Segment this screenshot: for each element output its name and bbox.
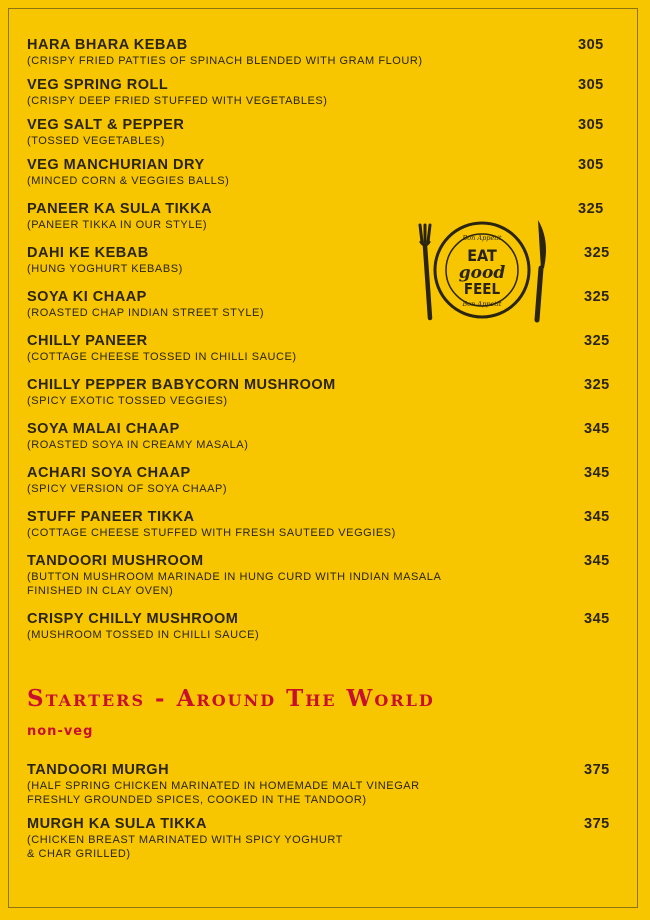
item-price: 345 bbox=[584, 611, 610, 627]
item-description: (HUNG YOGHURT KEBABS) bbox=[27, 263, 183, 275]
item-description: (CHICKEN BREAST MARINATED WITH SPICY YOGHURT bbox=[27, 834, 343, 846]
item-name: ACHARI SOYA CHAAP bbox=[27, 465, 191, 481]
item-description: (ROASTED SOYA IN CREAMY MASALA) bbox=[27, 439, 249, 451]
menu-item bbox=[27, 377, 617, 408]
item-price: 325 bbox=[584, 289, 610, 305]
logo-top-text: Bon Appetit bbox=[462, 234, 502, 242]
item-name: VEG MANCHURIAN DRY bbox=[27, 157, 205, 173]
item-price: 345 bbox=[584, 421, 610, 437]
item-price: 305 bbox=[578, 77, 604, 93]
item-description: (TOSSED VEGETABLES) bbox=[27, 135, 165, 147]
item-description: (CRISPY FRIED PATTIES OF SPINACH BLENDED WITH GRAM FLOUR) bbox=[27, 55, 423, 67]
section-subtitle: non-veg bbox=[27, 724, 94, 739]
item-description: (MINCED CORN & VEGGIES BALLS) bbox=[27, 175, 230, 187]
menu-item bbox=[27, 117, 617, 148]
item-description: (COTTAGE CHEESE STUFFED WITH FRESH SAUTEED VEGGIES) bbox=[27, 527, 396, 539]
item-price: 305 bbox=[578, 117, 604, 133]
section-title: Starters - Around The World bbox=[27, 685, 435, 712]
item-description: (BUTTON MUSHROOM MARINADE IN HUNG CURD WITH INDIAN MASALA bbox=[27, 571, 442, 583]
item-name: MURGH KA SULA TIKKA bbox=[27, 816, 207, 832]
knife-icon bbox=[537, 220, 546, 320]
menu-item bbox=[27, 762, 617, 807]
item-description-line2: & CHAR GRILLED) bbox=[27, 848, 131, 860]
item-description: (COTTAGE CHEESE TOSSED IN CHILLI SAUCE) bbox=[27, 351, 297, 363]
item-name: TANDOORI MUSHROOM bbox=[27, 553, 204, 569]
item-name: SOYA KI CHAAP bbox=[27, 289, 147, 305]
item-description: (ROASTED CHAP INDIAN STREET STYLE) bbox=[27, 307, 265, 319]
item-name: CRISPY CHILLY MUSHROOM bbox=[27, 611, 239, 627]
item-description-line2: FRESHLY GROUNDED SPICES, COOKED IN THE TANDOOR) bbox=[27, 794, 367, 806]
menu-item bbox=[27, 611, 617, 642]
item-price: 305 bbox=[578, 37, 604, 53]
menu-item bbox=[27, 553, 617, 598]
item-description-line2: FINISHED IN CLAY OVEN) bbox=[27, 585, 174, 597]
item-price: 305 bbox=[578, 157, 604, 173]
menu-item bbox=[27, 333, 617, 364]
item-name: VEG SPRING ROLL bbox=[27, 77, 169, 93]
item-price: 325 bbox=[578, 201, 604, 217]
item-name: SOYA MALAI CHAAP bbox=[27, 421, 180, 437]
eat-good-feel-logo bbox=[410, 210, 550, 330]
item-name: CHILLY PEPPER BABYCORN MUSHROOM bbox=[27, 377, 336, 393]
item-price: 325 bbox=[584, 245, 610, 261]
item-name: DAHI KE KEBAB bbox=[27, 245, 149, 261]
logo-bottom-text: Bon Appetit bbox=[462, 300, 502, 308]
item-price: 325 bbox=[584, 377, 610, 393]
item-description: (HALF SPRING CHICKEN MARINATED IN HOMEMADE MALT VINEGAR bbox=[27, 780, 420, 792]
menu-item bbox=[27, 421, 617, 452]
item-name: PANEER KA SULA TIKKA bbox=[27, 201, 213, 217]
item-description: (SPICY VERSION OF SOYA CHAAP) bbox=[27, 483, 228, 495]
item-description: (CRISPY DEEP FRIED STUFFED WITH VEGETABLES) bbox=[27, 95, 328, 107]
menu-item bbox=[27, 465, 617, 496]
item-price: 345 bbox=[584, 553, 610, 569]
fork-icon bbox=[420, 225, 430, 318]
item-name: STUFF PANEER TIKKA bbox=[27, 509, 195, 525]
logo-feel-text: FEEL bbox=[463, 280, 501, 298]
item-price: 325 bbox=[584, 333, 610, 349]
logo-eat-text: EAT bbox=[467, 246, 497, 265]
item-price: 345 bbox=[584, 465, 610, 481]
item-name: VEG SALT & PEPPER bbox=[27, 117, 185, 133]
item-description: (SPICY EXOTIC TOSSED VEGGIES) bbox=[27, 395, 228, 407]
item-description: (PANEER TIKKA IN OUR STYLE) bbox=[27, 219, 208, 231]
menu-item bbox=[27, 816, 617, 861]
item-name: HARA BHARA KEBAB bbox=[27, 37, 188, 53]
item-price: 375 bbox=[584, 762, 610, 778]
item-name: TANDOORI MURGH bbox=[27, 762, 170, 778]
menu-item bbox=[27, 157, 617, 188]
item-price: 375 bbox=[584, 816, 610, 832]
menu-item bbox=[27, 77, 617, 108]
logo-good-text: good bbox=[458, 263, 506, 283]
item-price: 345 bbox=[584, 509, 610, 525]
menu-item bbox=[27, 37, 617, 68]
item-description: (MUSHROOM TOSSED IN CHILLI SAUCE) bbox=[27, 629, 260, 641]
item-name: CHILLY PANEER bbox=[27, 333, 148, 349]
menu-item bbox=[27, 509, 617, 540]
